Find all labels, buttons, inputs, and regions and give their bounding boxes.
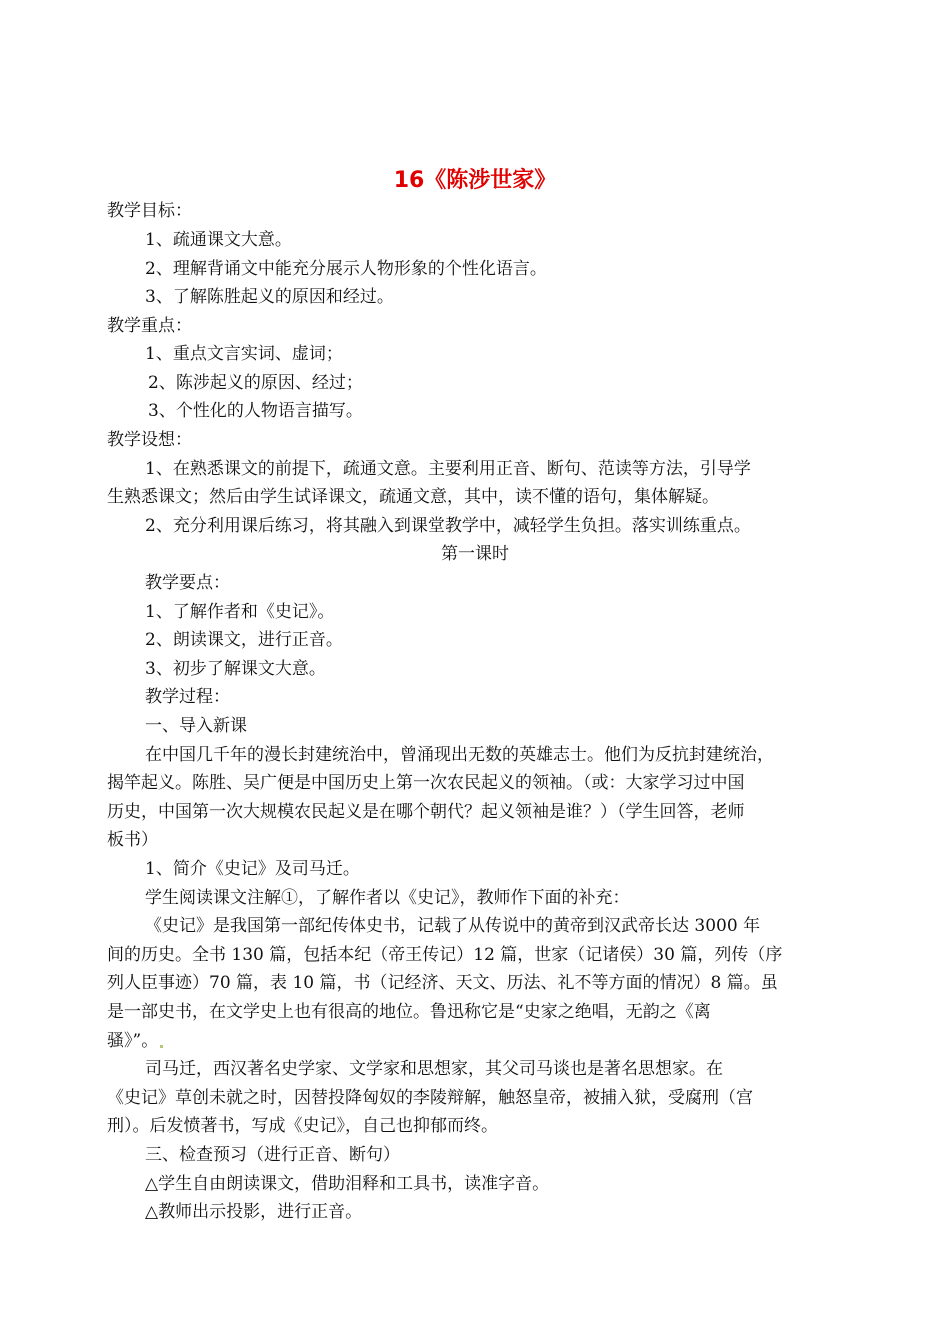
paragraph-line: 1、简介《史记》及司马迁。 <box>145 859 360 879</box>
document-title: 16《陈涉世家》 <box>393 168 557 193</box>
lesson-heading: 第一课时 <box>441 544 509 564</box>
paragraph-line: △教师出示投影，进行正音。 <box>145 1202 363 1222</box>
paragraph-line: 历史，中国第一次大规模农民起义是在哪个朝代？起义领袖是谁？）（学生回答，老师 <box>107 802 745 822</box>
paragraph-line: 2、充分利用课后练习，将其融入到课堂教学中，减轻学生负担。落实训练重点。 <box>145 516 751 536</box>
paragraph-line: △学生自由朗读课文，借助泪释和工具书，读准字音。 <box>145 1174 550 1194</box>
paragraph-line: 1、了解作者和《史记》。 <box>145 602 335 622</box>
subheading-intro: 一、导入新课 <box>145 716 247 736</box>
paragraph-line: 1、重点文言实词、虚词； <box>145 344 343 364</box>
paragraph-line: 列人臣事迹）70 篇，表 10 篇，书（记经济、天文、历法、礼不等方面的情况）8 篇。虽 <box>107 973 778 993</box>
paragraph-line: 《史记》草创未就之时，因替投降匈奴的李陵辩解，触怒皇帝，被捕入狱，受腐刑（宫 <box>107 1088 753 1108</box>
paragraph-line: 板书） <box>107 830 158 850</box>
paragraph-line: 间的历史。全书 130 篇，包括本纪（帝王传记）12 篇，世家（记诸侯）30 篇，列传（序 <box>107 945 783 965</box>
paragraph-line: 2、朗读课文，进行正音。 <box>145 630 343 650</box>
section-heading-keypoints: 教学重点： <box>107 316 192 336</box>
paragraph-line: 2、理解背诵文中能充分展示人物形象的个性化语言。 <box>145 259 547 279</box>
paragraph-line: 1、在熟悉课文的前提下，疏通文意。主要利用正音、断句、范读等方法，引导学 <box>145 459 751 479</box>
subheading-lesson-points: 教学要点： <box>145 573 230 593</box>
paragraph-line: 司马迁，西汉著名史学家、文学家和思想家，其父司马谈也是著名思想家。在 <box>145 1059 723 1079</box>
paragraph-line: 在中国几千年的漫长封建统治中，曾涌现出无数的英雄志士。他们为反抗封建统治， <box>145 745 774 765</box>
subheading-process: 教学过程： <box>145 687 230 707</box>
paragraph-line: 3、个性化的人物语言描写。 <box>148 401 363 421</box>
paragraph-text: 骚》”。 <box>107 1031 159 1051</box>
paragraph-line: 揭竿起义。陈胜、吴广便是中国历史上第一次农民起义的领袖。（或：大家学习过中国 <box>107 773 745 793</box>
paragraph-line: 是一部史书，在文学史上也有很高的地位。鲁迅称它是“史家之绝唱，无韵之《离 <box>107 1002 711 1022</box>
paragraph-line: 2、陈涉起义的原因、经过； <box>148 373 363 393</box>
paragraph-line: 3、了解陈胜起义的原因和经过。 <box>145 287 394 307</box>
paragraph-line: 刑）。后发愤著书，写成《史记》，自己也抑郁而终。 <box>107 1116 498 1136</box>
subheading-preview-check: 三、检查预习（进行正音、断句） <box>145 1145 400 1165</box>
paragraph-line: 生熟悉课文；然后由学生试译课文，疏通文意，其中，读不懂的语句，集体解疑。 <box>107 487 719 507</box>
paragraph-line: 《史记》是我国第一部纪传体史书，记载了从传说中的黄帝到汉武帝长达 3000 年 <box>145 916 761 936</box>
section-heading-plan: 教学设想： <box>107 430 192 450</box>
paragraph-line <box>107 1028 163 1054</box>
paragraph-line: 1、疏通课文大意。 <box>145 230 292 250</box>
section-heading-objectives: 教学目标： <box>107 201 192 221</box>
mark-dot <box>160 1045 163 1048</box>
paragraph-line: 3、初步了解课文大意。 <box>145 659 326 679</box>
paragraph-line: 学生阅读课文注解①，了解作者以《史记》，教师作下面的补充： <box>145 888 630 908</box>
